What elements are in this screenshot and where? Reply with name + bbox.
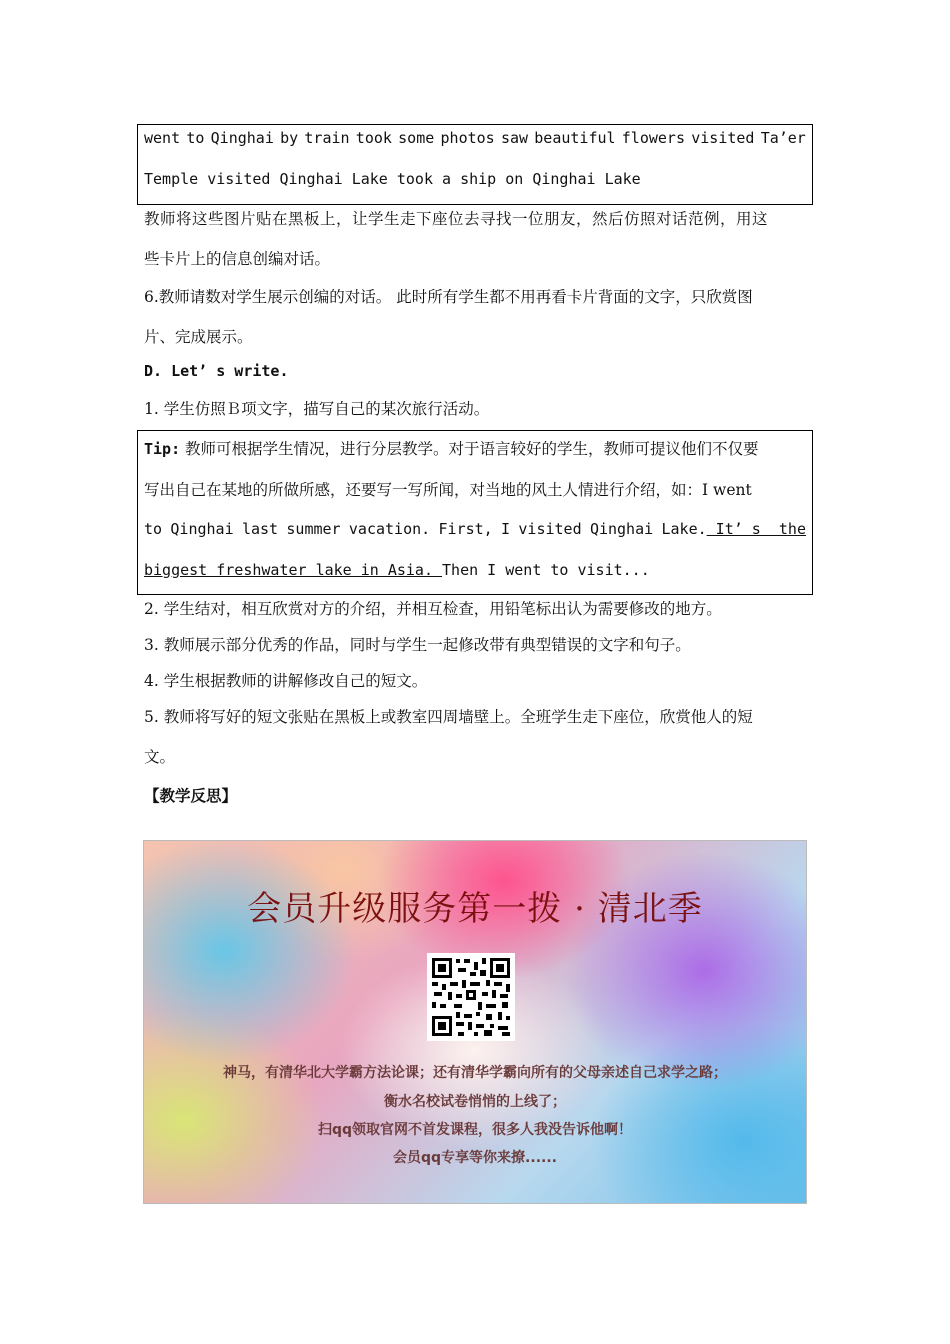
banner-text-line: 衡水名校试卷悄悄的上线了； (384, 1094, 566, 1110)
word: I (501, 520, 511, 538)
paragraph-line: 些卡片上的信息创编对话。 (144, 250, 331, 268)
tip-line-4: biggest freshwater lake in Asia. Then I went to visit... (144, 561, 650, 579)
tip-label: Tip: (144, 440, 181, 458)
word: to (186, 129, 205, 147)
tip-box (137, 430, 813, 595)
word: Ta’er (760, 129, 806, 147)
word: train (304, 129, 350, 147)
reflection-heading: 【教学反思】 (144, 786, 238, 805)
banner-text-line: 神马，有清华北大学霸方法论课；还有清华学霸向所有的父母亲述自己求学之路； (223, 1065, 727, 1081)
word: visited (691, 129, 755, 147)
banner-text-line: 扫qq领取官网不首发课程，很多人我没告诉他啊！ (317, 1122, 633, 1138)
word: beautiful (534, 129, 616, 147)
list-item: 5. 教师将写好的短文张贴在黑板上或教室四周墙壁上。全班学生走下座位，欣赏他人的短 (144, 708, 753, 726)
word: Qinghai (589, 520, 654, 538)
word: took (355, 129, 392, 147)
activity-words-box (137, 124, 813, 205)
activity-words-line-1 (144, 129, 806, 147)
word: photos (440, 129, 495, 147)
list-item: 1. 学生仿照Ｂ项文字，描写自己的某次旅行活动。 (144, 400, 490, 418)
paragraph-line: 片、完成展示。 (144, 328, 253, 346)
tip-line-1: Tip: 教师可根据学生情况，进行分层教学。对于语言较好的学生，教师可提议他们不仅要 (144, 440, 759, 458)
word: First, (438, 520, 493, 538)
paragraph-line: 教师将这些图片贴在黑板上，让学生走下座位去寻找一位朋友，然后仿照对话范例，用这 (144, 210, 769, 228)
word: flowers (621, 129, 685, 147)
word: Lake. It’ s the (661, 520, 806, 538)
word: last (241, 520, 279, 538)
banner-title: 会员升级服务第一拨 · 清北季 (247, 889, 703, 929)
qr-code-icon[interactable] (427, 953, 515, 1041)
tip-line-2: 写出自己在某地的所做所感，还要写一写所闻，对当地的风土人情进行介绍，如：I went (144, 481, 752, 499)
list-item: 2. 学生结对，相互欣赏对方的介绍，并相互检查，用铅笔标出认为需要修改的地方。 (144, 600, 722, 618)
word: to (144, 520, 163, 538)
list-item: 文。 (144, 748, 176, 766)
word: vacation. (348, 520, 431, 538)
tip-line-3 (144, 520, 806, 538)
word: saw (500, 129, 529, 147)
word: Qinghai (210, 129, 274, 147)
promo-banner (143, 840, 807, 1204)
word: by (280, 129, 299, 147)
word: visited (518, 520, 582, 538)
banner-text-line: 会员qq专享等你来撩...... (393, 1150, 557, 1166)
word: some (398, 129, 435, 147)
paragraph-line: 6.教师请数对学生展示创编的对话。 此时所有学生都不用再看卡片背面的文字，只欣赏图 (144, 288, 753, 306)
list-item: 4. 学生根据教师的讲解修改自己的短文。 (144, 672, 428, 690)
word: summer (286, 520, 341, 538)
word: went (144, 129, 181, 147)
list-item: 3. 教师展示部分优秀的作品，同时与学生一起修改带有典型错误的文字和句子。 (144, 636, 691, 654)
word: Qinghai (170, 520, 234, 538)
activity-words-line-2: Temple visited Qinghai Lake took a ship on Qinghai Lake (144, 170, 641, 188)
section-heading-d: D. Let’ s write. (144, 362, 289, 380)
